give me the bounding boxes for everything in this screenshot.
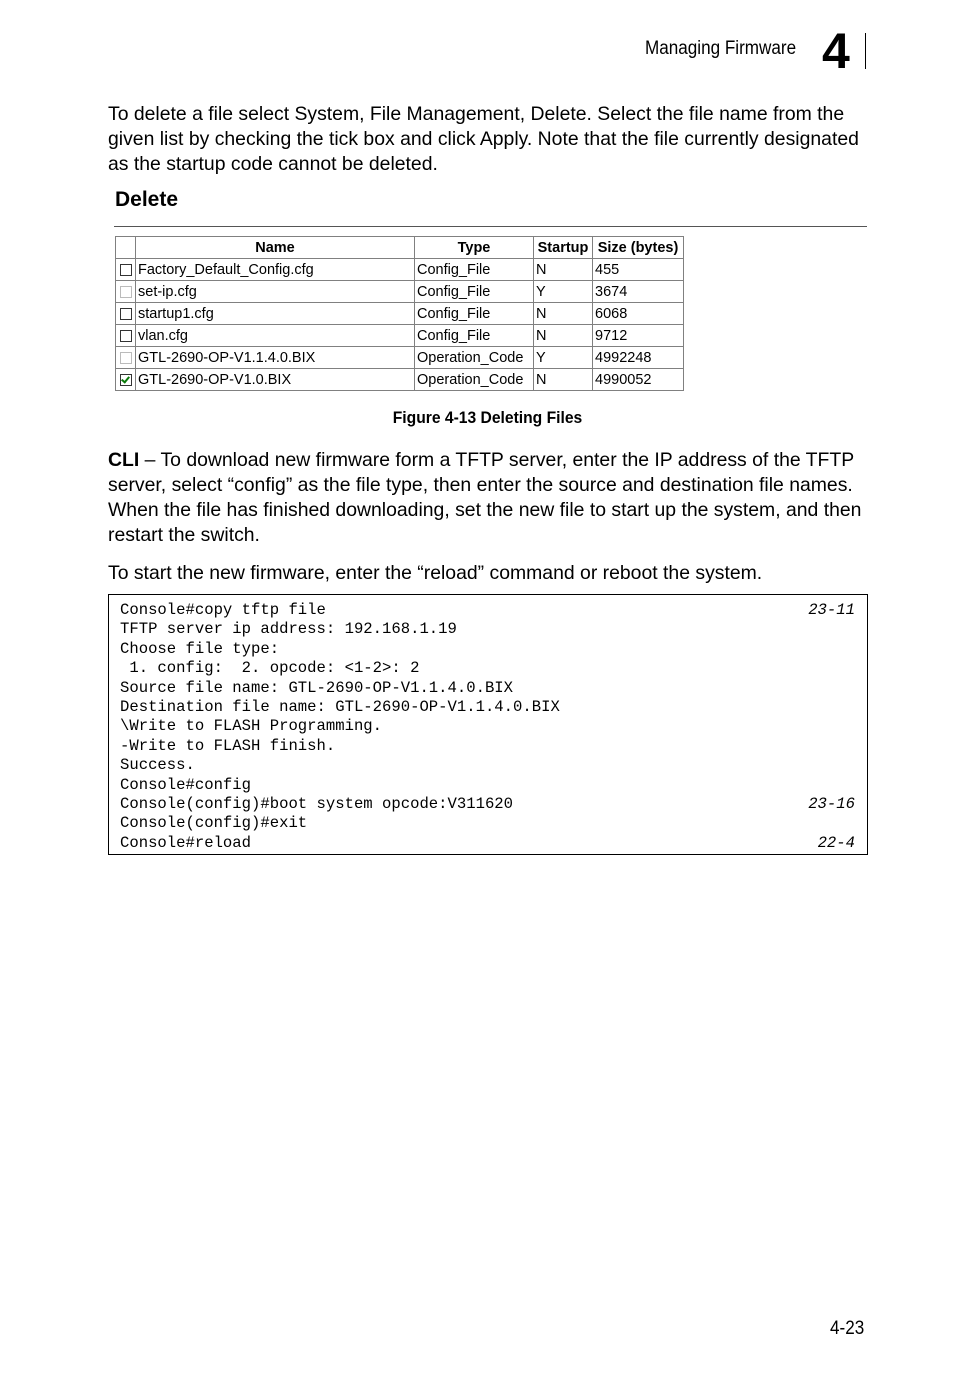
file-type-cell: Config_File (415, 303, 534, 325)
file-startup-cell: N (534, 325, 593, 347)
file-select-checkbox[interactable] (120, 264, 132, 276)
cli-paragraph (108, 448, 868, 548)
select-column-header (116, 237, 136, 259)
file-table (115, 236, 684, 391)
file-type-cell: Operation_Code (415, 369, 534, 391)
code-line: 1. config: 2. opcode: <1-2>: 2 (120, 659, 420, 678)
file-type-cell: Config_File (415, 325, 534, 347)
file-table-header (116, 237, 684, 259)
cli-label: CLI (108, 449, 140, 471)
code-line: Source file name: GTL-2690-OP-V1.1.4.0.BIX (120, 678, 514, 697)
page-number: 4-23 (830, 1318, 865, 1339)
file-select-checkbox[interactable] (120, 330, 132, 342)
file-row (116, 369, 684, 391)
file-startup-cell: Y (534, 281, 593, 303)
command-page-reference: 22-4 (817, 833, 855, 852)
file-startup-cell: N (534, 369, 593, 391)
file-row (116, 325, 684, 347)
file-size-cell: 3674 (593, 281, 684, 303)
code-line: Console#copy tftp file (120, 601, 326, 619)
code-line: TFTP server ip address: 192.168.1.19 (120, 620, 457, 639)
command-page-reference: 23-11 (808, 601, 855, 619)
code-line: \Write to FLASH Programming. (120, 717, 383, 736)
file-size-cell: 4992248 (593, 347, 684, 369)
file-size-cell: 6068 (593, 303, 684, 325)
file-row (116, 347, 684, 369)
file-table-body (116, 259, 684, 391)
delete-panel-divider (114, 226, 867, 227)
file-startup-cell: N (534, 259, 593, 281)
file-size-cell: 9712 (593, 325, 684, 347)
file-name-cell: GTL-2690-OP-V1.0.BIX (136, 369, 415, 391)
file-type-cell: Operation_Code (415, 347, 534, 369)
code-line: Choose file type: (120, 639, 280, 658)
chapter-title: Managing Firmware (645, 38, 797, 59)
file-select-cell (116, 303, 136, 325)
chapter-divider (865, 33, 866, 69)
code-line: Destination file name: GTL-2690-OP-V1.1.4.0.BIX (120, 698, 560, 716)
file-name-cell: vlan.cfg (136, 325, 415, 347)
command-page-reference: 23-16 (808, 795, 855, 813)
column-header-name: Name (136, 237, 415, 259)
file-size-cell: 455 (593, 259, 684, 281)
file-startup-cell: N (534, 303, 593, 325)
code-line: Console#reload (120, 833, 252, 852)
code-line: -Write to FLASH finish. (120, 736, 336, 755)
file-name-cell: set-ip.cfg (136, 281, 415, 303)
file-type-cell: Config_File (415, 259, 534, 281)
file-select-checkbox (120, 352, 132, 364)
delete-panel-title: Delete (115, 188, 179, 211)
file-select-cell (116, 369, 136, 391)
figure-caption: Figure 4-13 Deleting Files (392, 408, 583, 427)
file-name-cell: GTL-2690-OP-V1.1.4.0.BIX (136, 347, 415, 369)
column-header-startup: Startup (534, 237, 593, 259)
file-select-checkbox[interactable] (120, 308, 132, 320)
cli-code-block (108, 594, 868, 855)
file-select-checkbox (120, 286, 132, 298)
chapter-number: 4 (822, 23, 850, 79)
intro-paragraph: To delete a file select System, File Management, Delete. Select the file name from the given list by checking the tick box and click Apply. Note that the file currently designated as the startup code cannot be deleted. (108, 103, 859, 175)
code-line: Console(config)#exit (120, 814, 308, 833)
page-header (0, 0, 954, 80)
file-row (116, 303, 684, 325)
cli-text: – To download new firmware form a TFTP server, enter the IP address of the TFTP server, select “config” as the file type, then enter the source and destination file names. When the file has finished downloading, set the new file to start up the system, and then restart the switch. (108, 449, 862, 546)
file-select-cell (116, 325, 136, 347)
column-header-size: Size (bytes) (593, 237, 684, 259)
file-name-cell: Factory_Default_Config.cfg (136, 259, 415, 281)
file-row (116, 281, 684, 303)
file-select-cell (116, 281, 136, 303)
file-select-checkbox[interactable] (120, 374, 132, 386)
file-size-cell: 4990052 (593, 369, 684, 391)
code-line: Console(config)#boot system opcode:V311620 (120, 795, 514, 813)
file-row (116, 259, 684, 281)
file-select-cell (116, 347, 136, 369)
column-header-type: Type (415, 237, 534, 259)
code-line: Success. (120, 756, 195, 775)
code-line: Console#config (120, 775, 252, 794)
restart-paragraph: To start the new firmware, enter the “reload” command or reboot the system. (108, 562, 763, 584)
file-select-cell (116, 259, 136, 281)
file-startup-cell: Y (534, 347, 593, 369)
file-name-cell: startup1.cfg (136, 303, 415, 325)
file-type-cell: Config_File (415, 281, 534, 303)
